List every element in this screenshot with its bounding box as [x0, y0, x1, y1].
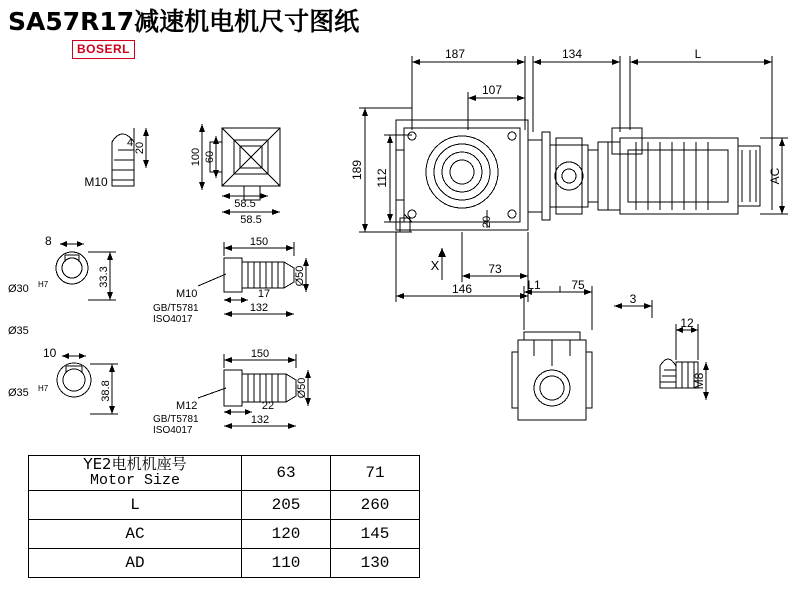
bolt2-std2: ISO4017	[153, 425, 193, 436]
shaft-35: Ø35	[8, 387, 29, 399]
dim-20-housing: 20	[481, 215, 493, 229]
header-label-en: Motor Size	[89, 471, 180, 489]
dim-60: 60	[204, 150, 216, 164]
row-label-AD: AD	[29, 548, 242, 577]
dim-189: 189	[350, 159, 364, 181]
row-AD-63: 110	[242, 548, 331, 577]
bolt1-50: Ø50	[294, 265, 306, 287]
bolt2-std1: GB/T5781	[153, 414, 199, 425]
table-row	[29, 490, 420, 519]
dim-187: 187	[444, 47, 466, 61]
header-col-71: 71	[331, 456, 420, 491]
row-AC-63: 120	[242, 519, 331, 548]
dim-8: 8	[45, 234, 52, 248]
dim-112: 112	[375, 168, 389, 188]
dim-134: 134	[561, 47, 583, 61]
page-title: SA57R17减速机电机尺寸图纸	[8, 7, 360, 36]
row-L-63: 205	[242, 490, 331, 519]
bolt1-17: 17	[257, 288, 271, 300]
bolt1-std1: GB/T5781	[153, 303, 199, 314]
bolt1-150: 150	[249, 236, 269, 248]
dim-33-3: 33.3	[98, 266, 110, 288]
dim-38-8: 38.8	[100, 380, 112, 402]
dim-4-key: 4	[126, 137, 134, 149]
row-AC-71: 145	[331, 519, 420, 548]
mark-X: X	[430, 258, 440, 273]
shaft-30-h7: H7	[38, 280, 49, 289]
row-AD-71: 130	[331, 548, 420, 577]
brand-logo: BOSERL	[72, 40, 135, 59]
row-label-AC: AC	[29, 519, 242, 548]
table-row	[29, 548, 420, 577]
dim-73: 73	[488, 262, 502, 276]
dim-58-5-b: 58.5	[240, 214, 262, 226]
bolt2-M12: M12	[176, 400, 198, 412]
shaft-35-plain: Ø35	[8, 325, 29, 337]
header-label-cn: YE2电机机座号	[83, 455, 187, 473]
dim-M8: M8	[692, 372, 706, 390]
bolt2-22: 22	[261, 400, 275, 412]
header-col-63: 63	[242, 456, 331, 491]
shaft-35-h7: H7	[38, 384, 49, 393]
shaft-30: Ø30	[8, 283, 29, 295]
dim-10: 10	[43, 346, 57, 360]
dim-146: 146	[451, 282, 473, 296]
table-header-row	[29, 456, 420, 491]
dim-L1: L1	[527, 278, 541, 292]
bolt2-150: 150	[250, 348, 270, 360]
bolt1-M10: M10	[176, 288, 198, 300]
header-label-cell	[29, 456, 242, 491]
dim-L: L	[694, 47, 702, 61]
row-L-71: 260	[331, 490, 420, 519]
dim-100: 100	[190, 147, 202, 167]
dim-AC: AC	[768, 167, 782, 185]
table-row	[29, 519, 420, 548]
bolt2-132: 132	[250, 414, 270, 426]
dim-58-5-a: 58.5	[234, 198, 256, 210]
bolt1-132: 132	[249, 302, 269, 314]
dim-12: 12	[680, 316, 694, 330]
dim-107: 107	[481, 83, 503, 97]
row-label-L: L	[29, 490, 242, 519]
label-M10-key: M10	[84, 175, 108, 189]
dim-3: 3	[629, 292, 637, 306]
dim-75: 75	[571, 278, 585, 292]
dim-20-key: 20	[134, 141, 146, 155]
bolt1-std2: ISO4017	[153, 314, 193, 325]
motor-size-table	[28, 455, 420, 578]
bolt2-50: Ø50	[296, 377, 308, 399]
